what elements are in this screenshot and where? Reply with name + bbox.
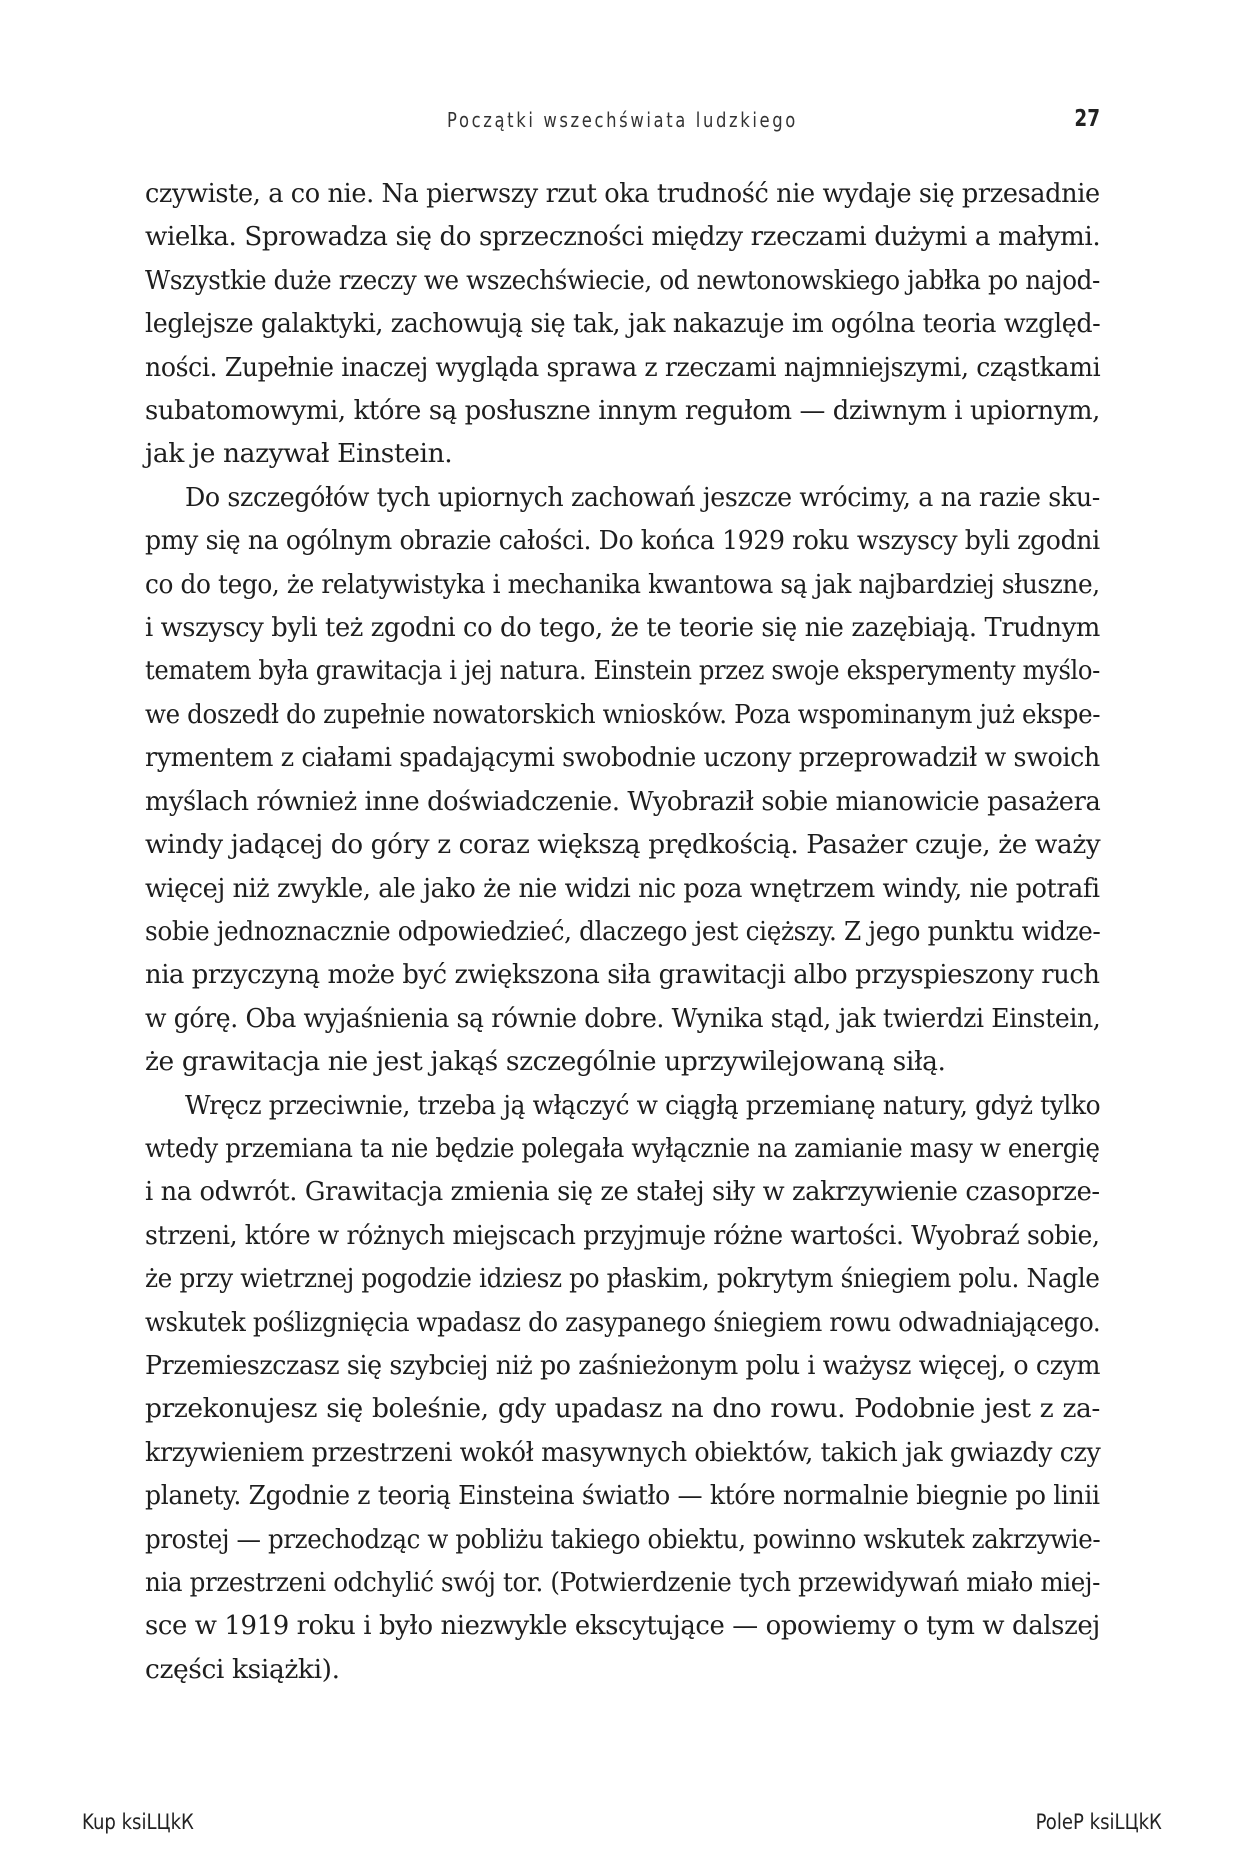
text-line: że przy wietrznej pogodzie idziesz po płaskim, pokrytym śniegiem polu. Nagle — [145, 1263, 1100, 1295]
text-line: sce w 1919 roku i było niezwykle ekscytujące — opowiemy o tym w dalszej — [145, 1610, 1100, 1642]
text-line: części książki). — [145, 1653, 340, 1685]
text-line: i wszyscy byli też zgodni co do tego, że te teorie się nie zazębiają. Trudnym — [145, 612, 1100, 644]
text-line: sobie jednoznacznie odpowiedzieć, dlaczego jest cięższy. Z jego punktu widze- — [145, 915, 1101, 947]
text-line: Do szczegółów tych upiornych zachowań jeszcze wrócimy, a na razie sku- — [185, 481, 1100, 513]
text-line: wielka. Sprowadza się do sprzeczności między rzeczami dużymi a małymi. — [145, 221, 1101, 253]
text-line: wskutek poślizgnięcia wpadasz do zasypanego śniegiem rowu odwadniającego. — [145, 1306, 1101, 1338]
text-line: i na odwrót. Grawitacja zmienia się ze stałej siły w zakrzywienie czasoprze- — [145, 1176, 1100, 1208]
text-line: subatomowymi, które są posłuszne innym regułom — dziwnym i upiornym, — [145, 395, 1101, 427]
page-number: 27 — [1074, 106, 1100, 132]
text-line: Wręcz przeciwnie, trzeba ją włączyć w ciągłą przemianę natury, gdyż tylko — [185, 1089, 1101, 1121]
text-line: krzywieniem przestrzeni wokół masywnych obiektów, takich jak gwiazdy czy — [145, 1436, 1101, 1468]
text-line: windy jadącej do góry z coraz większą prędkością. Pasażer czuje, że waży — [145, 829, 1101, 861]
text-line: nia przestrzeni odchylić swój tor. (Potwierdzenie tych przewidywań miało miej- — [145, 1567, 1101, 1598]
text-line: wtedy przemiana ta nie będzie polegała wyłącznie na zamianie masy w energię — [145, 1132, 1100, 1164]
text-line: Przemieszczasz się szybciej niż po zaśnieżonym polu i ważysz więcej, o czym — [145, 1349, 1101, 1381]
paragraph-1 — [145, 172, 1100, 476]
paragraph-2 — [145, 476, 1100, 1084]
text-line: jak je nazywał Einstein. — [145, 438, 453, 470]
text-line: czywiste, a co nie. Na pierwszy rzut oka trudność nie wydaje się przesadnie — [145, 178, 1100, 209]
text-line: strzeni, które w różnych miejscach przyjmuje różne wartości. Wyobraź sobie, — [145, 1219, 1100, 1251]
text-line: nia przyczyną może być zwiększona siła grawitacji albo przyspieszony ruch — [145, 959, 1100, 991]
text-line: że grawitacja nie jest jakąś szczególnie uprzywilejowaną siłą. — [145, 1046, 946, 1078]
text-line: w górę. Oba wyjaśnienia są równie dobre. Wynika stąd, jak twierdzi Einstein, — [145, 1002, 1101, 1034]
text-line: myślach również inne doświadczenie. Wyobraził sobie mianowicie pasażera — [145, 785, 1101, 817]
text-line: leglejsze galaktyki, zachowują się tak, jak nakazuje im ogólna teoria względ- — [145, 308, 1101, 340]
running-title: Początki wszechświata ludzkiego — [447, 108, 798, 132]
footer — [82, 1810, 1162, 1840]
buy-book-link[interactable]: Kup ksiLЦkК — [82, 1810, 194, 1834]
text-line: ności. Zupełnie inaczej wygląda sprawa z rzeczami najmniejszymi, cząstkami — [145, 351, 1101, 383]
text-line: we doszedł do zupełnie nowatorskich wniosków. Poza wspominanym już ekspe- — [145, 698, 1101, 730]
text-line: prostej — przechodząc w pobliżu takiego obiektu, powinno wskutek zakrzywie- — [145, 1523, 1101, 1555]
text-line: co do tego, że relatywistyka i mechanika kwantowa są jak najbardziej słuszne, — [145, 568, 1100, 600]
text-line: więcej niż zwykle, ale jako że nie widzi nic poza wnętrzem windy, nie potrafi — [145, 872, 1100, 904]
text-line: planety. Zgodnie z teorią Einsteina światło — które normalnie biegnie po linii — [145, 1480, 1100, 1512]
recommend-book-link[interactable]: PoleР ksiLЦkК — [1035, 1810, 1162, 1834]
paragraph-3 — [145, 1084, 1100, 1692]
body-text — [145, 172, 1100, 1691]
running-header — [145, 108, 1100, 144]
text-line: pmy się na ogólnym obrazie całości. Do końca 1929 roku wszyscy byli zgodni — [145, 525, 1100, 557]
text-line: Wszystkie duże rzeczy we wszechświecie, od newtonowskiego jabłka po najod- — [145, 264, 1100, 296]
text-line: przekonujesz się boleśnie, gdy upadasz na dno rowu. Podobnie jest z za- — [145, 1393, 1100, 1425]
text-line: rymentem z ciałami spadającymi swobodnie uczony przeprowadził w swoich — [145, 742, 1100, 774]
text-line: tematem była grawitacja i jej natura. Einstein przez swoje eksperymenty myślo- — [145, 655, 1100, 687]
